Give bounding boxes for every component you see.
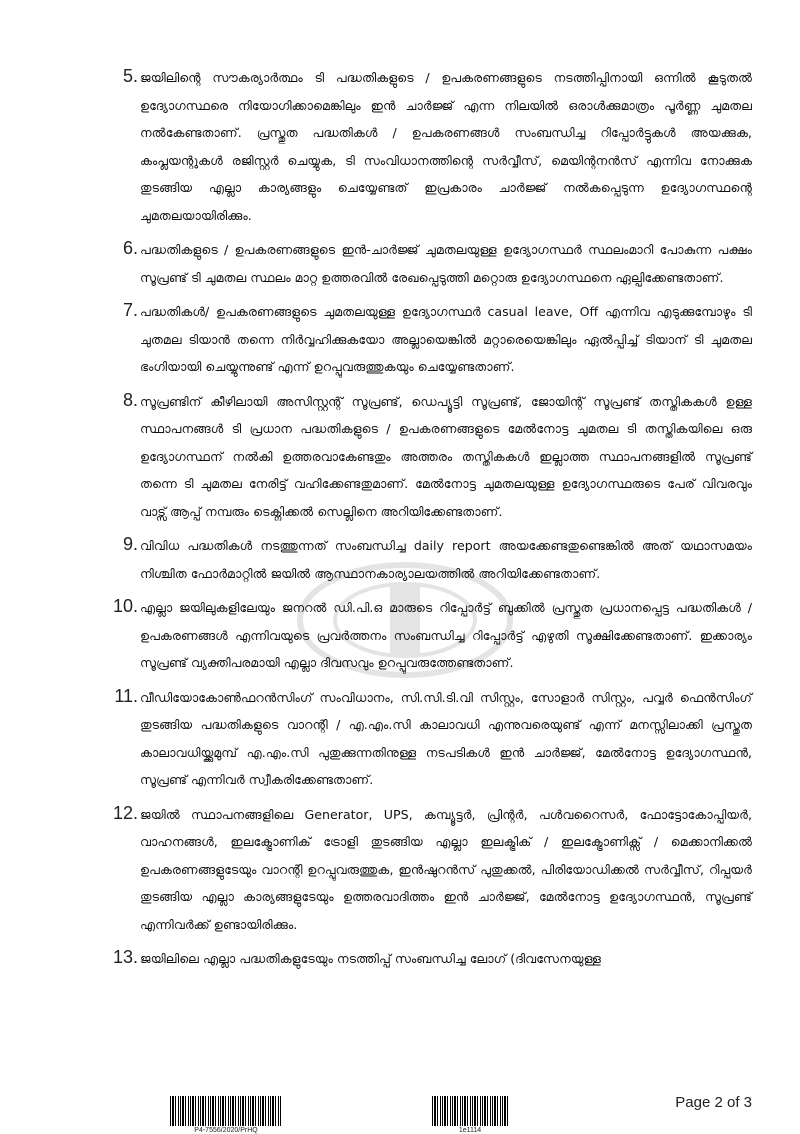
file-number-label: P4-7556/2020/PrHQ <box>194 1127 258 1134</box>
item-text: എല്ലാ ജയിലുകളിലേയും ജനറൽ ഡി.പി.ഒ മാരുടെ റിപ്പോർട്ട് ബുക്കിൽ പ്രസ്തുത പ്രധാനപ്പെട്ട പദ്ധതികൾ / ഉപകരണങ്ങൾ എന്നിവയുടെ പ്രവർത്തനം സംബന്ധിച്ച റിപ്പോർട്ട് എഴുതി സൂക്ഷിക്കേണ്ടതാണ്. ഇക്കാര്യം സൂപ്രണ്ട് വ്യക്തിപരമായി എല്ലാ ദിവസവും ഉറപ്പുവരുത്തേണ്ടതാണ്. <box>140 600 752 670</box>
item-text: പദ്ധതികളുടെ / ഉപകരണങ്ങളുടെ ഇൻ-ചാർജ്ജ് ചുമതലയുള്ള ഉദ്യോഗസ്ഥർ സ്ഥലംമാറി പോകുന്ന പക്ഷം സൂപ്രണ്ട് ടി ചുമതല സ്ഥലം മാറ്റ ഉത്തരവിൽ രേഖപ്പെടുത്തി മറ്റൊരു ഉദ്യോഗസ്ഥനെ ഏല്പിക്കേണ്ടതാണ്. <box>140 242 752 285</box>
item-number: 8. <box>122 389 138 410</box>
page-footer <box>0 1088 800 1132</box>
list-item <box>112 388 752 526</box>
item-text: ജയിലിലെ എല്ലാ പദ്ധതികളുടേയും നടത്തിപ്പ് സംബന്ധിച്ച ലോഗ് (ദിവസേനയുള്ള <box>140 951 601 966</box>
item-number: 10. <box>112 596 138 616</box>
item-text: വിവിധ പദ്ധതികൾ നടത്തുന്നത് സംബന്ധിച്ച daily report അയക്കേണ്ടതുണ്ടെങ്കിൽ അത് യഥാസമയം നിശ്ചിത ഫോർമാറ്റിൽ ജയിൽ ആസ്ഥാനകാര്യാലയത്തിൽ അറിയിക്കേണ്ടതാണ്. <box>140 538 752 581</box>
file-barcode <box>170 1096 282 1126</box>
item-text: ജയിൽ സ്ഥാപനങ്ങളിലെ Generator, UPS, കമ്പ്യൂട്ടർ, പ്രിന്റർ, പൾവറൈസർ, ഫോട്ടോകോപ്പിയർ, വാഹനങ്ങൾ, ഇലക്ട്രോണിക് ട്രോളി തുടങ്ങിയ എല്ലാ ഇലക്ട്രിക് / ഇലക്ട്രോണിക്സ് / മെക്കാനിക്കൽ ഉപകരണങ്ങളുടേയും വാറന്റി ഉറപ്പുവരുത്തുക, ഇൻഷുറൻസ് പുതുക്കൽ, പിരിയോഡിക്കൽ സർവ്വീസ്, റിപ്പയർ തുടങ്ങിയ എല്ലാ കാര്യങ്ങളുടേയും ഉത്തരവാദിത്തം ഇൻ ചാർജ്ജ്, മേൽനോട്ട ഉദ്യോഗസ്ഥൻ, സൂപ്രണ്ട് എന്നിവർക്ക് ഉണ്ടായിരിക്കും. <box>140 806 752 932</box>
item-number: 11. <box>114 685 138 706</box>
list-item <box>112 801 752 939</box>
item-number: 13. <box>112 947 138 967</box>
item-text: പദ്ധതികൾ/ ഉപകരണങ്ങളുടെ ചുമതലയുള്ള ഉദ്യോഗസ്ഥർ casual leave, Off എന്നിവ എടുക്കുമ്പോഴും ടി ചുതമല ടിയാൻ തന്നെ നിർവ്വഹിക്കുകയോ അല്ലായെങ്കിൽ മറ്റാരെയെങ്കിലും ഏൽപ്പിച്ച് ടിയാന് ടി ചുമതല ഭംഗിയായി ചെയ്യുന്നുണ്ട് എന്ന് ഉറപ്പുവരുത്തുകയും ചെയ്യേണ്ടതാണ്. <box>140 304 752 374</box>
instruction-list <box>112 64 752 980</box>
document-code-label: 1e1114 <box>458 1127 482 1134</box>
page-number: Page 2 of 3 <box>675 1094 752 1111</box>
item-number: 9. <box>122 534 138 554</box>
list-item <box>112 532 752 587</box>
item-number: 5. <box>122 66 138 86</box>
list-item <box>112 236 752 291</box>
list-item <box>112 594 752 677</box>
item-text: സൂപ്രണ്ടിന് കീഴിലായി അസിസ്റ്റന്റ് സൂപ്രണ്ട്, ഡെപ്യൂട്ടി സൂപ്രണ്ട്, ജോയിന്റ് സൂപ്രണ്ട് തസ്തികകൾ ഉള്ള സ്ഥാപനങ്ങൾ ടി പ്രധാന പദ്ധതികളുടെ / ഉപകരണങ്ങളുടെ മേൽനോട്ട ചുമതല ടി തസ്തികയിലെ ഒരു ഉദ്യോഗസ്ഥന് നൽകി ഉത്തരവാകേണ്ടതും അത്തരം തസ്തികകൾ ഇല്ലാത്ത സ്ഥാപനങ്ങളിൽ സൂപ്രണ്ട് തന്നെ ടി ചുമതല നേരിട്ട് വഹിക്കേണ്ടതുമാണ്. മേൽനോട്ട ചുമതലയുള്ള ഉദ്യോഗസ്ഥരുടെ പേര് വിവരവും വാട്സ് ആപ്പ് നമ്പരും ടെക്നിക്കൽ സെല്ലിനെ അറിയിക്കേണ്ടതാണ്. <box>140 393 752 519</box>
item-number: 7. <box>122 300 138 320</box>
list-item <box>112 298 752 381</box>
list-item <box>112 64 752 229</box>
item-text: ജയിലിന്റെ സൗകര്യാർത്ഥം ടി പദ്ധതികളുടെ / ഉപകരണങ്ങളുടെ നടത്തിപ്പിനായി ഒന്നിൽ കൂടുതൽ ഉദ്യോഗസ്ഥരെ നിയോഗിക്കാമെങ്കിലും ഇൻ ചാർജ്ജ് എന്ന നിലയിൽ ഒരാൾക്കുമാത്രം പൂർണ്ണ ചുമതല നൽകേണ്ടതാണ്. പ്രസ്തുത പദ്ധതികൾ / ഉപകരണങ്ങൾ സംബന്ധിച്ച റിപ്പോർട്ടുകൾ അയക്കുക, കംപ്ലയന്റുകൾ രജിസ്റ്റർ ചെയ്യുക, ടി സംവിധാനത്തിന്റെ സർവ്വീസ്, മെയിന്റനൻസ് എന്നിവ നോക്കുക തുടങ്ങിയ എല്ലാ കാര്യങ്ങളും ചെയ്യേണ്ടത് ഇപ്രകാരം ചാർജ്ജ് നൽകപ്പെടുന്ന ഉദ്യോഗസ്ഥന്റെ ചുമതലയായിരിക്കും. <box>140 70 752 223</box>
item-number: 12. <box>112 802 138 823</box>
item-text: വീഡിയോകോൺഫറൻസിംഗ് സംവിധാനം, സി.സി.ടി.വി സിസ്റ്റം, സോളാർ സിസ്റ്റം, പവ്വർ ഫെൻസിംഗ് തുടങ്ങിയ പദ്ധതികളുടെ വാറന്റി / എ.എം.സി കാലാവധി എന്നുവരെയുണ്ട് എന്ന് മനസ്സിലാക്കി പ്രസ്തുത കാലാവധിയ്ക്കുമുമ്പ് എ.എം.സി പുതുക്കുന്നതിനുള്ള നടപടികൾ ഇൻ ചാർജ്ജ്, മേൽനോട്ട ഉദ്യോഗസ്ഥൻ, സൂപ്രണ്ട് എന്നിവർ സ്വീകരിക്കേണ്ടതാണ്. <box>140 689 752 787</box>
list-item <box>112 945 752 973</box>
list-item <box>112 684 752 794</box>
item-number: 6. <box>122 238 138 258</box>
document-barcode <box>432 1096 508 1126</box>
